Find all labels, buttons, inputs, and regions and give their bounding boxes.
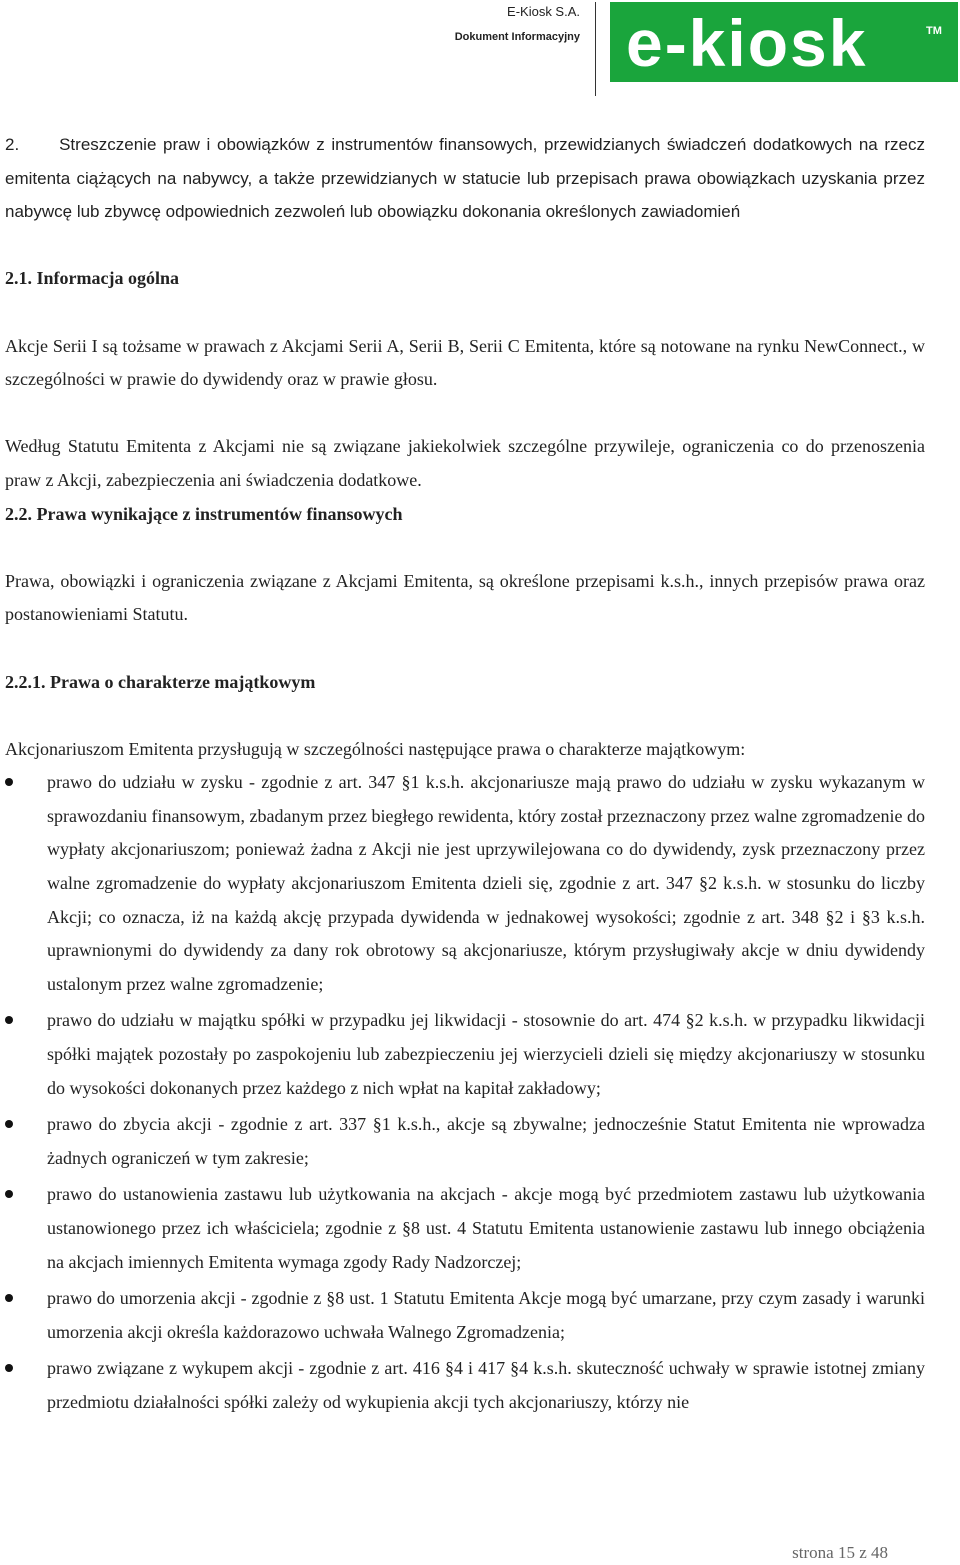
bullet-icon (5, 1364, 13, 1372)
e-kiosk-logo (610, 2, 958, 82)
section-2-2-paragraph-1: Prawa, obowiązki i ograniczenia związane z Akcjami Emitenta, są określone przepisami k.s.h., innych przepisów prawa oraz postanowieniami Statutu. (5, 570, 925, 625)
section-2-1-heading: 2.1. Informacja ogólna (5, 268, 179, 289)
section-2-heading (5, 128, 925, 229)
bullet-icon (5, 1294, 13, 1302)
section-2-2-1-intro: Akcjonariuszom Emitenta przysługują w szczególności następujące prawa o charakterze majątkowym: (5, 738, 746, 759)
section-2-title: Streszczenie praw i obowiązków z instrumentów finansowych, przewidzianych świadczeń dodatkowych na rzecz emitenta ciążących na nabywcy, a także przewidzianych w statucie lub przepisach prawa obowiązkach uzyskania przez nabywcę lub zbywcę odpowiednich zezwoleń lub obowiązku dokonania określonych zawiadomień (5, 135, 925, 222)
header-divider (595, 2, 596, 96)
section-2-2-1-heading: 2.2.1. Prawa o charakterze majątkowym (5, 671, 316, 692)
section-2-2-heading: 2.2. Prawa wynikające z instrumentów finansowych (5, 503, 403, 524)
header-company-name: E-Kiosk S.A. (507, 4, 580, 19)
list-item: prawo do zbycia akcji - zgodnie z art. 337 §1 k.s.h., akcje są zbywalne; jednocześnie Statut Emitenta nie wprowadza żadnych ograniczeń w tym zakresie; (5, 1108, 925, 1175)
section-2-number: 2. (5, 135, 20, 154)
section-2-1-paragraph-2: Według Statutu Emitenta z Akcjami nie są związane jakiekolwiek szczególne przywileje, ograniczenia co do przenoszenia praw z Akcji, zabezpieczenia ani świadczenia dodatkowe. (5, 436, 925, 490)
property-rights-list (5, 766, 925, 1419)
list-item: prawo do udziału w majątku spółki w przypadku jej likwidacji - stosownie do art. 474 §2 k.s.h. w przypadku likwidacji spółki majątek pozostały po zaspokojeniu lub zabezpieczeniu jej wierzycieli dzieli się między akcjonariuszy w stosunku do wysokości dokonanych przez każdego z nich wpłat na kapitał zakładowy; (5, 1004, 925, 1105)
list-item: prawo do udziału w zysku - zgodnie z art. 347 §1 k.s.h. akcjonariusze mają prawo do udziału w zysku wykazanym w sprawozdaniu finansowym, zbadanym przez biegłego rewidenta, który został przeznaczony przez walne zgromadzenie do wypłaty akcjonariuszom; ponieważ żadna z Akcji nie jest uprzywilejowana co do dywidendy, zysk przeznaczony przez walne zgromadzenie do wypłaty akcjonariuszom Emitenta dzieli się, zgodnie z art. 347 §2 k.s.h. w stosunku do liczby Akcji; co oznacza, iż na każdą akcję przypada dywidenda w jednakowej wysokości; zgodnie z art. 348 §2 i §3 k.s.h. uprawnionymi do dywidendy za dany rok obrotowy są akcjonariusze, którym przysługiwały akcje w dniu dywidendy ustalonym przez walne zgromadzenie; (5, 766, 925, 1001)
header-document-type: Dokument Informacyjny (454, 31, 580, 43)
list-item: prawo do umorzenia akcji - zgodnie z §8 ust. 1 Statutu Emitenta Akcje mogą być umarzane, przy czym zasady i warunki umorzenia akcji określa każdorazowo uchwała Walnego Zgromadzenia; (5, 1282, 925, 1349)
list-item: prawo związane z wykupem akcji - zgodnie z art. 416 §4 i 417 §4 k.s.h. skuteczność uchwały w sprawie istotnej zmiany przedmiotu działalności spółki zależy od wykupienia akcji tych akcjonariuszy, którzy nie (5, 1352, 925, 1419)
bullet-icon (5, 1190, 13, 1198)
section-2-1-paragraph-1: Akcje Serii I są tożsame w prawach z Akcjami Serii A, Serii B, Serii C Emitenta, które są notowane na rynku NewConnect., w szczególności w prawie do dywidendy oraz w prawie głosu. (5, 335, 925, 390)
page-number: strona 15 z 48 (792, 1543, 888, 1562)
bullet-icon (5, 1016, 13, 1024)
bullet-icon (5, 1120, 13, 1128)
list-item: prawo do ustanowienia zastawu lub użytkowania na akcjach - akcje mogą być przedmiotem zastawu lub użytkowania ustanowionego przez ich właściciela; zgodnie z §8 ust. 4 Statutu Emitenta ustanowienie zastawu lub innego obciążenia na akcjach imiennych Emitenta wymaga zgody Rady Nadzorczej; (5, 1178, 925, 1279)
document-body (5, 128, 925, 1423)
bullet-icon (5, 778, 13, 786)
logo-trademark: TM (926, 25, 942, 37)
logo-wordmark: e-kiosk (626, 6, 868, 80)
